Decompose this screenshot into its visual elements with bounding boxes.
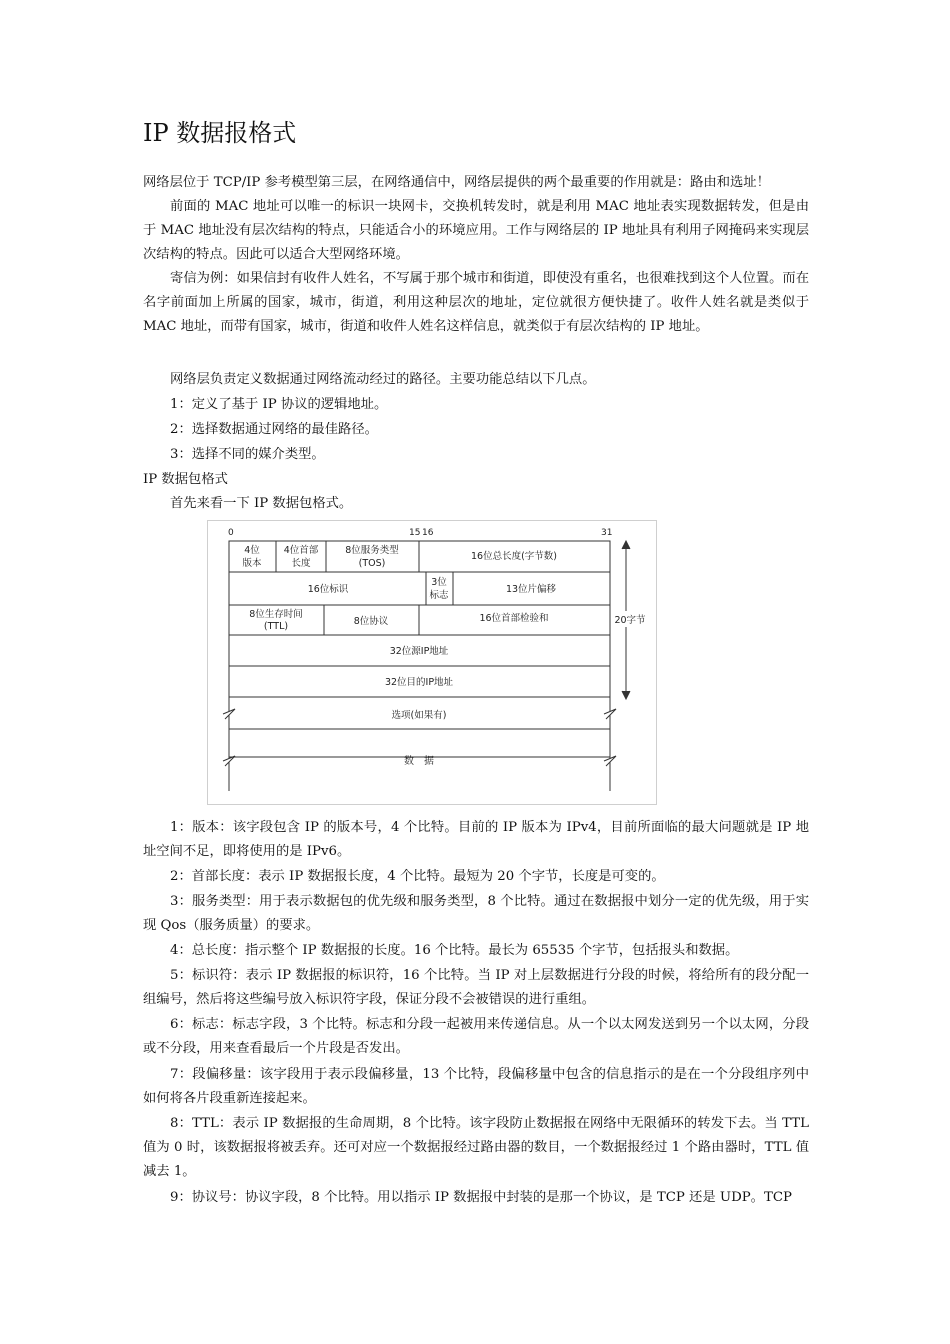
field-description: 7：段偏移量：该字段用于表示段偏移量，13 个比特，段偏移量中包含的信息指示的是在一个分段组序列中如何将各片段重新连接起来。 <box>143 1067 809 1106</box>
field-tos: (TOS) <box>358 558 386 569</box>
field-header-length: 4位首部 <box>283 545 319 556</box>
field-ttl: 8位生存时间 <box>249 609 303 620</box>
field-ttl: (TTL) <box>263 621 289 632</box>
field-version: 版本 <box>242 558 262 569</box>
header-size-label: 20字节 <box>614 615 646 626</box>
bit-label-16: 16 <box>422 528 434 538</box>
field-description: 8：TTL：表示 IP 数据报的生命周期，8 个比特。该字段防止数据报在网络中无限循环的转发下去。当 TTL 值为 0 时，该数据报将被丢弃。还可对应一个数据报经过路由器的数目，一个数据报经过 1 个路由器时，TTL 值减去 1。 <box>143 1116 809 1179</box>
intro-paragraph: 前面的 MAC 地址可以唯一的标识一块网卡，交换机转发时，就是利用 MAC 地址表实现数据转发，但是由于 MAC 地址没有层次结构的特点，只能适合小的环境应用。工作与网络层的 IP 地址具有利用子网掩码来实现层次结构的特点。因此可以适合大型网络环境。 <box>143 199 809 262</box>
field-description: 5：标识符：表示 IP 数据报的标识符，16 个比特。当 IP 对上层数据进行分段的时候，将给所有的段分配一组编号，然后将这些编号放入标识符字段，保证分段不会被错误的进行重组。 <box>143 968 809 1007</box>
field-protocol: 8位协议 <box>353 616 389 627</box>
bit-label-31: 31 <box>601 528 613 538</box>
field-identification: 16位标识 <box>307 584 349 595</box>
field-options: 选项(如果有) <box>391 710 447 721</box>
field-description: 1：版本：该字段包含 IP 的版本号，4 个比特。目前的 IP 版本为 IPv4，目前所面临的最大问题就是 IP 地址空间不足，即将使用的是 IPv6。 <box>143 820 809 859</box>
page-title: IP 数据报格式 <box>143 119 297 147</box>
field-tos: 8位服务类型 <box>345 545 399 556</box>
section-heading: IP 数据包格式 <box>143 472 228 487</box>
intro-paragraph: 网络层位于 TCP/IP 参考模型第三层，在网络通信中，网络层提供的两个最重要的作用就是：路由和选址！ <box>143 175 770 190</box>
intro-paragraph: 寄信为例：如果信封有收件人姓名，不写属于那个城市和街道，即使没有重名，也很难找到这个人位置。而在名字前面加上所属的国家，城市，街道，利用这种层次的地址，定位就很方便快捷了。收件人姓名就是类似于 MAC 地址，而带有国家，城市，街道和收件人姓名这样信息，就类似于有层次结构的 IP 地址。 <box>143 271 809 334</box>
field-data: 数 据 <box>404 756 434 767</box>
bit-label-0: 0 <box>228 528 234 538</box>
field-destination-ip: 32位目的IP地址 <box>384 677 454 688</box>
field-description: 6：标志：标志字段，3 个比特。标志和分段一起被用来传递信息。从一个以太网发送到另一个以太网，分段或不分段，用来查看最后一个片段是否发出。 <box>143 1017 809 1056</box>
intro-paragraph: 网络层负责定义数据通过网络流动经过的路径。主要功能总结以下几点。 <box>170 372 596 387</box>
function-item: 3：选择不同的媒介类型。 <box>170 447 325 462</box>
section-intro: 首先来看一下 IP 数据包格式。 <box>170 496 353 511</box>
function-item: 2：选择数据通过网络的最佳路径。 <box>170 422 378 437</box>
ip-header-diagram <box>207 520 657 805</box>
function-item: 1：定义了基于 IP 协议的逻辑地址。 <box>170 397 388 412</box>
field-version: 4位 <box>244 545 260 556</box>
field-description: 9：协议号：协议字段，8 个比特。用以指示 IP 数据报中封装的是那一个协议，是 TCP 还是 UDP。TCP <box>170 1190 792 1205</box>
field-source-ip: 32位源IP地址 <box>389 646 449 657</box>
field-header-length: 长度 <box>291 558 311 569</box>
field-flags: 标志 <box>429 590 449 601</box>
field-header-checksum: 16位首部检验和 <box>479 613 549 624</box>
field-total-length: 16位总长度(字节数) <box>470 551 558 562</box>
field-description: 3：服务类型：用于表示数据包的优先级和服务类型，8 个比特。通过在数据报中划分一定的优先级，用于实现 Qos（服务质量）的要求。 <box>143 894 809 933</box>
field-description: 2：首部长度：表示 IP 数据报长度，4 个比特。最短为 20 个字节，长度是可变的。 <box>170 869 665 884</box>
field-description: 4：总长度：指示整个 IP 数据报的长度。16 个比特。最长为 65535 个字节，包括报头和数据。 <box>170 943 739 958</box>
bit-label-15: 15 <box>409 528 421 538</box>
field-flags: 3位 <box>431 577 447 588</box>
field-fragment-offset: 13位片偏移 <box>505 584 557 595</box>
